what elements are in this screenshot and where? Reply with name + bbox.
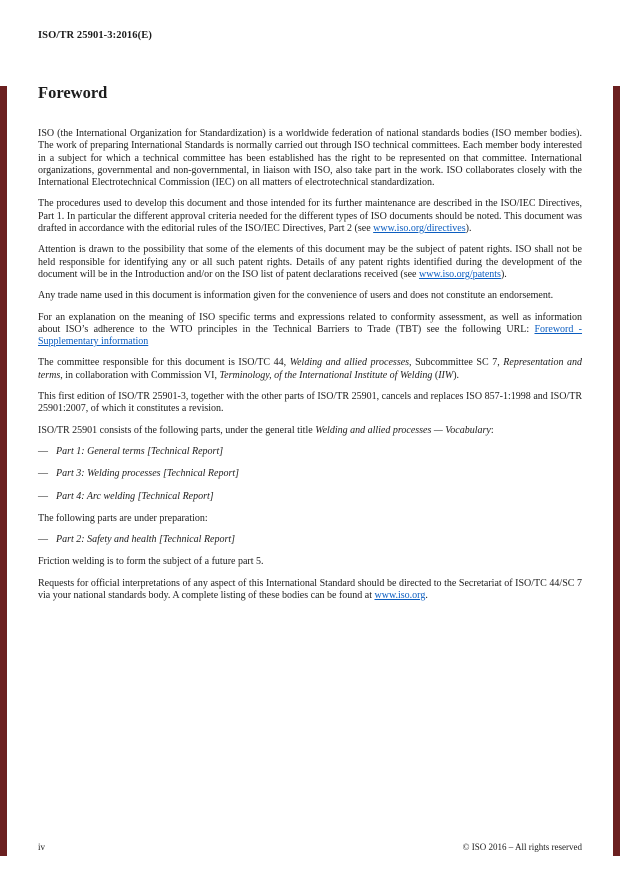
- list-dash: —: [38, 468, 48, 480]
- list-item: [38, 446, 582, 458]
- text-segment: (: [432, 369, 439, 381]
- text-segment: , Subcommittee SC 7,: [409, 357, 504, 369]
- list-dash: —: [38, 490, 48, 502]
- text-segment: ISO/TR 25901 consists of the following parts, under the general title: [38, 424, 316, 436]
- paragraph: [38, 578, 582, 603]
- paragraph: [38, 357, 582, 382]
- text-segment: , in collaboration with Commission VI,: [60, 369, 220, 381]
- text-segment: ).: [453, 369, 460, 381]
- page-edge-right: [613, 86, 620, 856]
- list-item: [38, 491, 582, 503]
- paragraph: [38, 198, 582, 235]
- list-item-text: [56, 534, 235, 546]
- page-number: iv: [38, 842, 46, 852]
- hyperlink[interactable]: www.iso.org/directives: [373, 223, 466, 235]
- paragraph: [38, 128, 582, 189]
- text-segment: Representation and terms: [38, 357, 583, 381]
- text-segment: For an explanation on the meaning of ISO specific terms and expressions related to conformity assessment, as well as information about ISO’s adherence to the WTO principles in the Technical Barriers to Trade (TBT) see the following URL:: [38, 311, 582, 335]
- text-segment: Welding and allied processes: [289, 357, 410, 369]
- list-item-text: [56, 491, 214, 503]
- text-segment: The procedures used to develop this document and those intended for its further maintenance are described in the ISO/IEC Directives, Part 1. In particular the different approval criteria needed for the different types of ISO documents should be noted. This document was drafted in accordance with the editorial rules of the ISO/IEC Directives, Part 2 (see: [38, 198, 582, 235]
- paragraph: [38, 290, 582, 302]
- paragraph: [38, 425, 582, 437]
- text-segment: This first edition of ISO/TR 25901-3, together with the other parts of ISO/TR 25901, cancels and replaces ISO 857-1:1998 and ISO/TR 25901:2007, of which it constitutes a revision.: [38, 391, 582, 415]
- page-footer: [38, 842, 582, 852]
- text-segment: Attention is drawn to the possibility that some of the elements of this document may be the subject of patent rights. ISO shall not be held responsible for identifying any or all such patent rights. Details of any patent rights identified during the development of the document will be in the Introduction and/or on the ISO list of patent declarations received (see: [38, 244, 582, 280]
- text-segment: Part 1: General terms [Technical Report]: [56, 445, 224, 457]
- text-segment: The following parts are under preparation:: [38, 512, 208, 524]
- list-item: [38, 534, 582, 546]
- page-edge-left: [0, 86, 7, 856]
- text-segment: Friction welding is to form the subject of a future part 5.: [38, 556, 264, 568]
- text-segment: ).: [500, 268, 507, 280]
- text-segment: ISO (the International Organization for Standardization) is a worldwide federation of national standards bodies (ISO member bodies). The work of preparing International Standards is normally carried out through ISO technical committees. Each member body interested in a subject for which a technical committee has been established has the right to be represented on that committee. International organizations, governmental and non-governmental, in liaison with ISO, also take part in the work. ISO collaborates closely with the International Electrotechnical Commission (IEC) on all matters of electrotechnical standardization.: [38, 128, 582, 189]
- document-body: [38, 128, 582, 602]
- text-segment: The committee responsible for this document is ISO/TC 44,: [38, 357, 290, 369]
- hyperlink[interactable]: Foreword - Supplementary information: [38, 323, 583, 348]
- text-segment: ).: [465, 223, 472, 235]
- content-area: [38, 30, 582, 611]
- list-dash: —: [38, 445, 48, 457]
- text-segment: Part 4: Arc welding [Technical Report]: [56, 490, 214, 502]
- list-item-text: [56, 446, 223, 458]
- text-segment: Part 2: Safety and health [Technical Report]: [56, 534, 236, 546]
- list-dash: —: [38, 534, 48, 546]
- text-segment: .: [425, 590, 428, 602]
- hyperlink[interactable]: www.iso.org: [374, 590, 426, 602]
- paragraph: [38, 513, 582, 525]
- text-segment: IIW: [438, 369, 454, 381]
- text-segment: Part 3: Welding processes [Technical Report]: [56, 468, 240, 480]
- text-segment: Welding and allied processes — Vocabulary: [315, 424, 491, 436]
- copyright-notice: © ISO 2016 – All rights reserved: [462, 842, 582, 852]
- text-segment: Terminology, of the International Institute of Welding: [219, 369, 433, 381]
- list-item: [38, 468, 582, 480]
- paragraph: [38, 312, 582, 349]
- paragraph: [38, 556, 582, 568]
- text-segment: :: [490, 424, 494, 436]
- list-item-text: [56, 468, 239, 480]
- page-title: Foreword: [38, 83, 108, 102]
- paragraph: [38, 244, 582, 281]
- text-segment: Requests for official interpretations of any aspect of this International Standard should be directed to the Secretariat of ISO/TC 44/SC 7 via your national standards body. A complete listing of these bodies can be found at: [38, 577, 582, 602]
- document-reference: ISO/TR 25901-3:2016(E): [38, 30, 152, 41]
- text-segment: Any trade name used in this document is information given for the convenience of users and does not constitute an endorsement.: [38, 290, 554, 302]
- hyperlink[interactable]: www.iso.org/patents: [419, 268, 501, 280]
- paragraph: [38, 391, 582, 416]
